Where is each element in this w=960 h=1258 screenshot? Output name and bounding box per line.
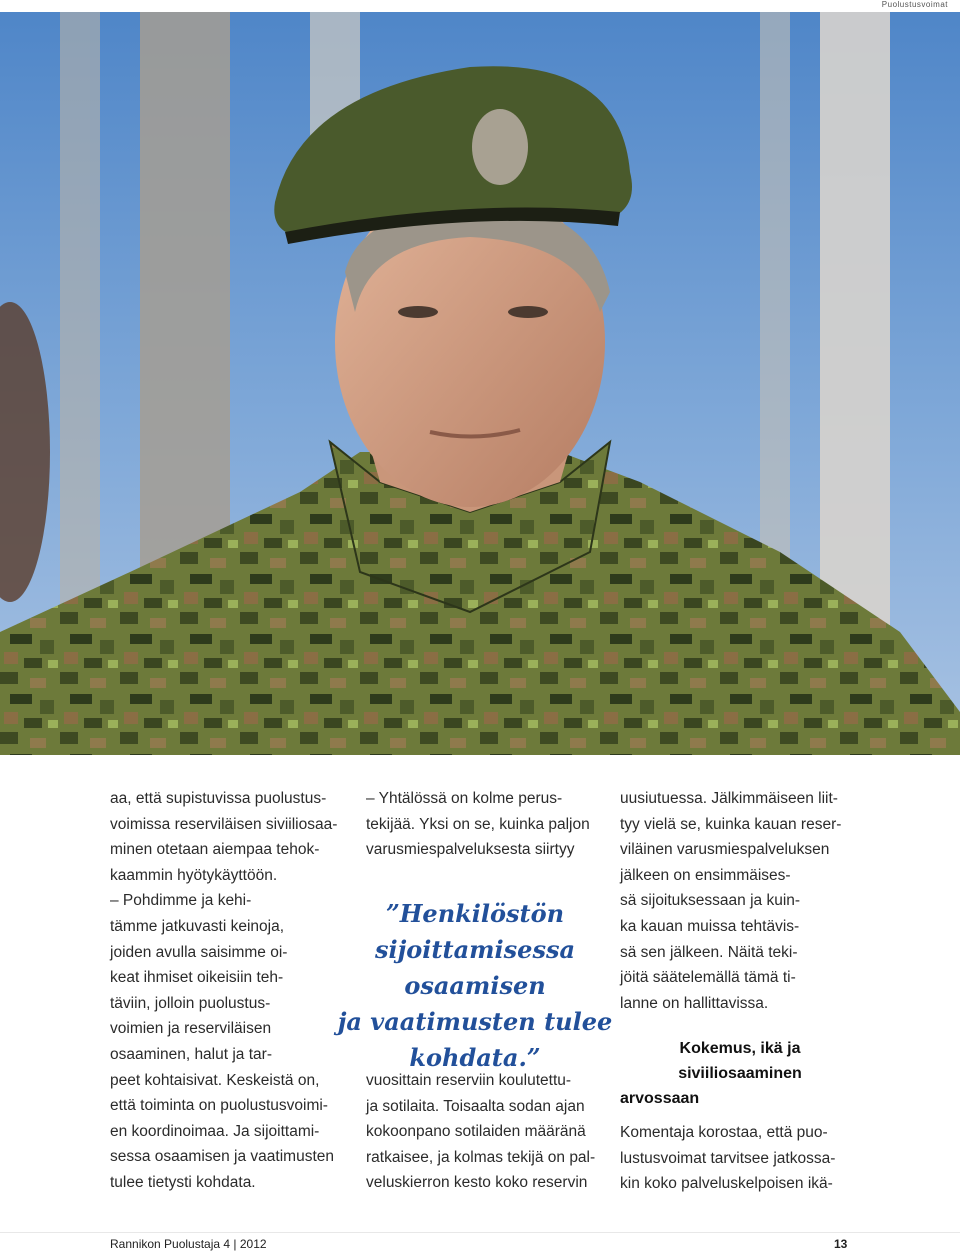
page-number: 13 (834, 1237, 848, 1251)
subheading-line-2: siviiliosaaminen (678, 1065, 802, 1082)
article-column-3-top (620, 786, 860, 1016)
pull-quote: ”Henkilöstön sijoittamisessa osaamisen ja vaatimusten tulee kohdata.” (337, 899, 613, 1072)
article-text-col2-top: – Yhtälössä on kolme perus- tekijää. Yksi on se, kuinka paljon varusmiespalveluksesta siirtyy (366, 790, 590, 859)
footer-divider (0, 1232, 960, 1233)
article-column-2-top (366, 786, 616, 863)
portrait-photo (0, 12, 960, 755)
portrait-photo-icon (0, 12, 960, 755)
article-column-1 (110, 786, 350, 1196)
article-text-col3-bottom: Komentaja korostaa, että puo- lustusvoimat tarvitsee jatkossa- kin koko palveluskelpoisen ikä- (620, 1124, 836, 1193)
subheading-line-1: Kokemus, ikä ja (679, 1040, 801, 1057)
article-column-2-bottom (366, 1068, 616, 1196)
article-text-col1: aa, että supistuvissa puolustus- voimissa reserviläisen siviiliosaa- minen otetaan aiempaa tehok- kaammin hyötykäyttöön. – Pohdimme ja kehi- tämme jatkuvasti keinoja, joiden avulla saisimme oi- keat ihmiset oikeisiin teh- täviin, jolloin puolustus- voimien ja reserviläisen osaaminen, halut ja tar- peet kohtaisivat. Keskeistä on, että toiminta on puolustusvoimi- en koordinoimaa. Ja sijoittami- sessa osaamisen ja vaatimusten tulee tietysti kohdata. (110, 790, 338, 1191)
publication-footer: Rannikon Puolustaja 4 | 2012 (110, 1237, 267, 1251)
subheading-line-3: arvossaan (620, 1090, 700, 1107)
article-text-col3-top: uusiutuessa. Jälkimmäiseen liit- tyy vielä se, kuinka kauan reser- viläinen varusmiespalveluksen jälkeen on ensimmäises- sä sijoituksessaan ja kuin- ka kauan muissa tehtävis- sä sen jälkeen. Näitä teki- jöitä säätelemällä tämä ti- lanne on hallittavissa. (620, 790, 842, 1012)
section-label: Puolustusvoimat (881, 0, 948, 9)
article-text-col2-bottom: vuosittain reserviin koulutettu- ja sotilaita. Toisaalta sodan ajan kokoonpano sotilaiden määränä ratkaisee, ja kolmas tekijä on pal- veluskierron kesto koko reservin (366, 1072, 596, 1192)
article-column-3-bottom (620, 1120, 860, 1197)
subheading (620, 1036, 860, 1111)
